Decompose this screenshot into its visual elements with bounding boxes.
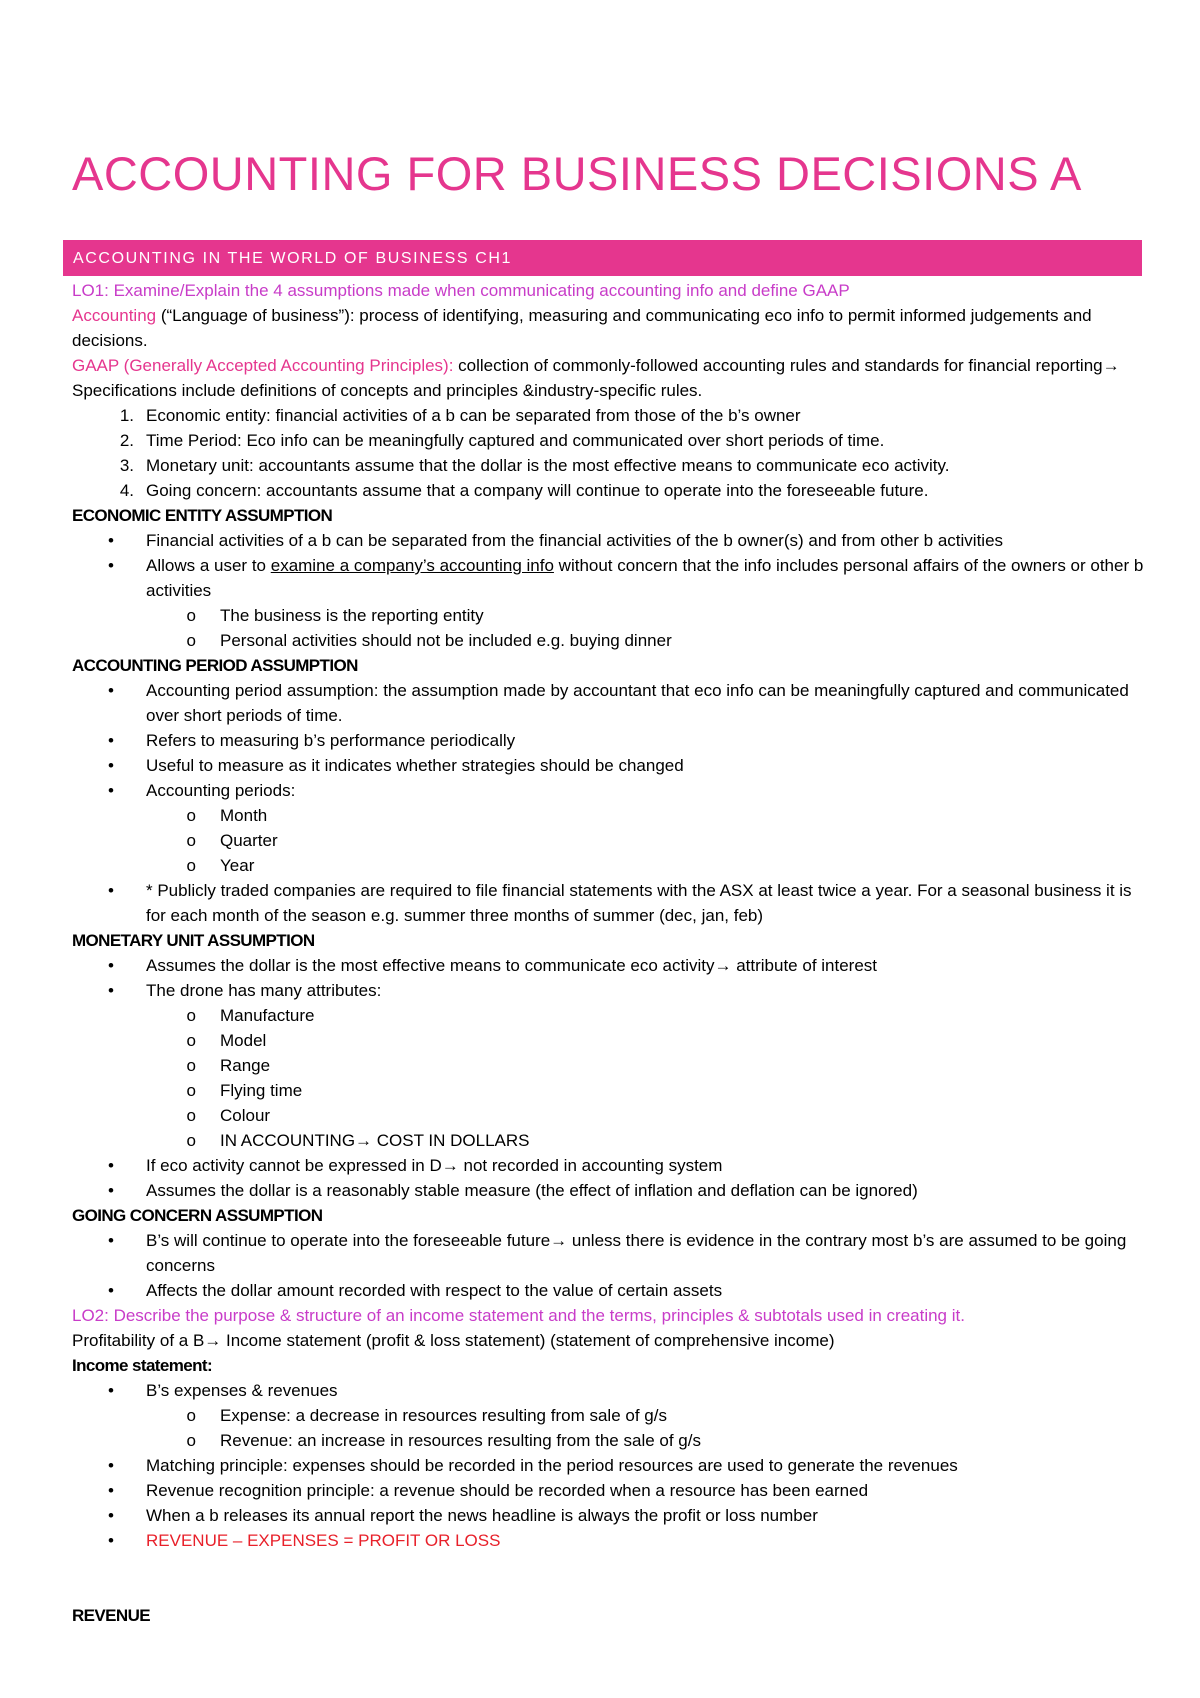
section-heading: MONETARY UNIT ASSUMPTION <box>72 931 315 950</box>
bullet-item: • Affects the dollar amount recorded with respect to the value of certain assets <box>108 1281 723 1300</box>
sub-bullet-item: o Flying time <box>186 1081 303 1100</box>
sub-bullet-item: o The business is the reporting entity <box>186 606 484 625</box>
bullet-item: • Refers to measuring b’s performance periodically <box>108 731 516 750</box>
numbered-item: 2. Time Period: Eco info can be meaningfully captured and communicated over short periods of time. <box>119 431 885 450</box>
bullet-item: • Assumes the dollar is the most effective means to communicate eco activity→ attribute of interest <box>108 956 878 975</box>
numbered-item: 3. Monetary unit: accountants assume that the dollar is the most effective means to communicate eco activity. <box>119 456 950 475</box>
bullet-item: • If eco activity cannot be expressed in D→ not recorded in accounting system <box>108 1156 723 1175</box>
sub-bullet-item: o Revenue: an increase in resources resulting from the sale of g/s <box>186 1431 701 1450</box>
bullet-item: • Matching principle: expenses should be recorded in the period resources are used to generate the revenues <box>108 1456 958 1475</box>
section-heading: GOING CONCERN ASSUMPTION <box>72 1206 323 1225</box>
learning-objective-1: LO1: Examine/Explain the 4 assumptions made when communicating accounting info and define GAAP <box>72 281 850 300</box>
gaap-definition <box>72 353 1147 403</box>
sub-bullet-item: o Range <box>186 1056 271 1075</box>
section-heading: ECONOMIC ENTITY ASSUMPTION <box>72 506 333 525</box>
sub-bullet-item: o IN ACCOUNTING→ COST IN DOLLARS <box>186 1131 530 1150</box>
document-body <box>72 278 1147 1628</box>
section-heading: Income statement: <box>72 1356 213 1375</box>
bullet-item: • Allows a user to examine a company’s accounting info without concern that the info includes personal affairs of the owners or other b activities <box>108 556 1144 600</box>
sub-bullet-item: o Quarter <box>186 831 278 850</box>
definition-text: collection of commonly-followed accounting rules and standards for financial reporting→ Specifications include definitions of concepts and principles &industry-specific rules. <box>72 356 1120 400</box>
numbered-item: 4. Going concern: accountants assume that a company will continue to operate into the foreseeable future. <box>119 481 929 500</box>
bullet-item: • B’s expenses & revenues <box>108 1381 338 1400</box>
definition-text: (“Language of business”): process of identifying, measuring and communicating eco info to permit informed judgements and decisions. <box>72 306 1092 350</box>
bullet-item: • The drone has many attributes: <box>108 981 382 1000</box>
bullet-item: • Revenue recognition principle: a revenue should be recorded when a resource has been earned <box>108 1481 869 1500</box>
sub-bullet-item: o Personal activities should not be included e.g. buying dinner <box>186 631 672 650</box>
bullet-item: • Accounting period assumption: the assumption made by accountant that eco info can be meaningfully captured and communicated over short periods of time. <box>108 681 1129 725</box>
sub-bullet-item: o Colour <box>186 1106 271 1125</box>
profitability-line: Profitability of a B→ Income statement (profit & loss statement) (statement of comprehensive income) <box>72 1331 835 1350</box>
learning-objective-2: LO2: Describe the purpose & structure of an income statement and the terms, principles & subtotals used in creating it. <box>72 1306 965 1325</box>
sub-bullet-item: o Model <box>186 1031 267 1050</box>
definition-term: GAAP (Generally Accepted Accounting Principles): <box>72 356 454 375</box>
sub-bullet-item: o Expense: a decrease in resources resulting from sale of g/s <box>186 1406 667 1425</box>
section-heading: ACCOUNTING PERIOD ASSUMPTION <box>72 656 358 675</box>
accounting-definition <box>72 303 1147 353</box>
bullet-item: • When a b releases its annual report the news headline is always the profit or loss number <box>108 1506 818 1525</box>
bullet-item: • Accounting periods: <box>108 781 296 800</box>
bullet-item: • B’s will continue to operate into the foreseeable future→ unless there is evidence in the contrary most b’s are assumed to be going concerns <box>108 1231 1127 1275</box>
sub-bullet-item: o Month <box>186 806 268 825</box>
sub-bullet-item: o Year <box>186 856 255 875</box>
section-banner: ACCOUNTING IN THE WORLD OF BUSINESS CH1 <box>63 240 1142 276</box>
bullet-item: • Assumes the dollar is a reasonably stable measure (the effect of inflation and deflation can be ignored) <box>108 1181 918 1200</box>
document-title: ACCOUNTING FOR BUSINESS DECISIONS A <box>72 147 1082 200</box>
numbered-item: 1. Economic entity: financial activities of a b can be separated from those of the b’s owner <box>119 406 801 425</box>
bullet-item: • Financial activities of a b can be separated from the financial activities of the b owner(s) and from other b activities <box>108 531 1004 550</box>
bullet-item: • * Publicly traded companies are required to file financial statements with the ASX at least twice a year. For a seasonal business it is for each month of the season e.g. summer three months of summer (dec, jan, feb) <box>108 881 1132 925</box>
definition-term: Accounting <box>72 306 157 325</box>
sub-bullet-item: o Manufacture <box>186 1006 315 1025</box>
bullet-item: • REVENUE – EXPENSES = PROFIT OR LOSS <box>108 1531 501 1550</box>
section-heading: REVENUE <box>72 1606 150 1625</box>
bullet-item: • Useful to measure as it indicates whether strategies should be changed <box>108 756 684 775</box>
